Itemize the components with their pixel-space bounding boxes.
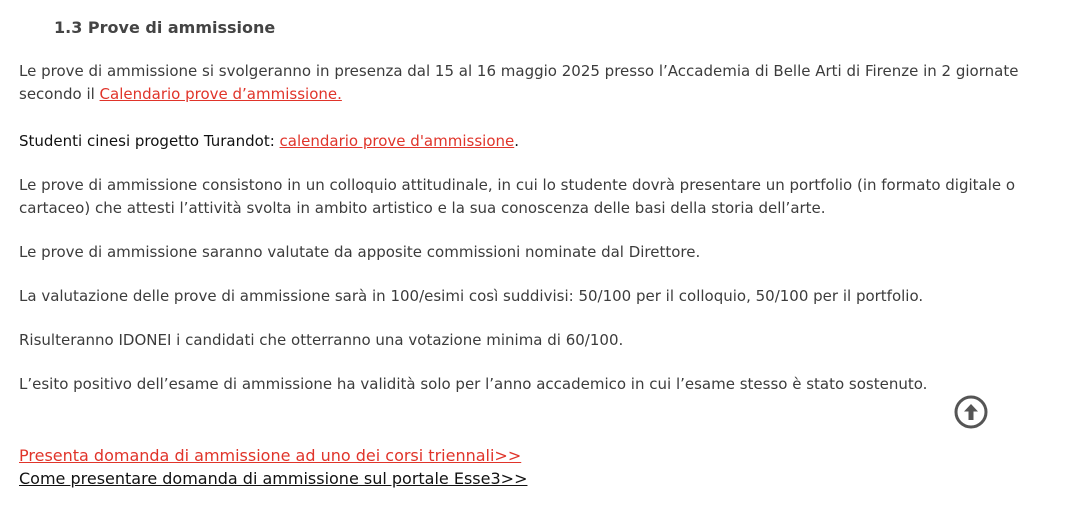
turandot-label: Studenti cinesi progetto Turandot: <box>19 132 280 150</box>
paragraph-idonei: Risulteranno IDONEI i candidati che otterranno una votazione minima di 60/100. <box>19 331 624 349</box>
paragraph-dates <box>19 60 1069 106</box>
section-title: 1.3 Prove di ammissione <box>54 18 276 37</box>
paragraph-turandot <box>19 130 1069 153</box>
paragraph-dates-line1: Le prove di ammissione si svolgeranno in presenza dal 15 al 16 maggio 2025 presso l’Accademia di Belle Arti di Firenze in 2 giornate <box>19 62 1019 80</box>
scroll-to-top-button[interactable] <box>954 395 988 429</box>
turandot-calendar-link[interactable]: calendario prove d'ammissione <box>279 132 515 150</box>
howto-esse3-link[interactable]: Come presentare domanda di ammissione sul portale Esse3>> <box>19 469 528 488</box>
apply-link-line <box>19 444 521 467</box>
calendar-link[interactable]: Calendario prove d’ammissione. <box>99 85 342 103</box>
howto-link-line <box>19 467 527 490</box>
turandot-period: . <box>514 132 520 150</box>
paragraph-validita: L’esito positivo dell’esame di ammissione ha validità solo per l’anno accademico in cui l’esame stesso è stato sostenuto. <box>19 375 928 393</box>
paragraph-colloquio-line2: cartaceo) che attesti l’attività svolta in ambito artistico e la sua conoscenza delle basi della storia dell’arte. <box>19 199 826 217</box>
paragraph-colloquio-line1: Le prove di ammissione consistono in un colloquio attitudinale, in cui lo studente dovrà presentare un portfolio (in formato digitale o <box>19 176 1016 194</box>
arrow-up-circle-icon <box>954 395 988 429</box>
paragraph-colloquio <box>19 174 1069 220</box>
apply-link[interactable]: Presenta domanda di ammissione ad uno dei corsi triennali>> <box>19 446 522 465</box>
paragraph-commissioni: Le prove di ammissione saranno valutate da apposite commissioni nominate dal Direttore. <box>19 243 701 261</box>
paragraph-dates-prefix: secondo il <box>19 85 100 103</box>
paragraph-valutazione: La valutazione delle prove di ammissione sarà in 100/esimi così suddivisi: 50/100 per il colloquio, 50/100 per il portfolio. <box>19 287 924 305</box>
